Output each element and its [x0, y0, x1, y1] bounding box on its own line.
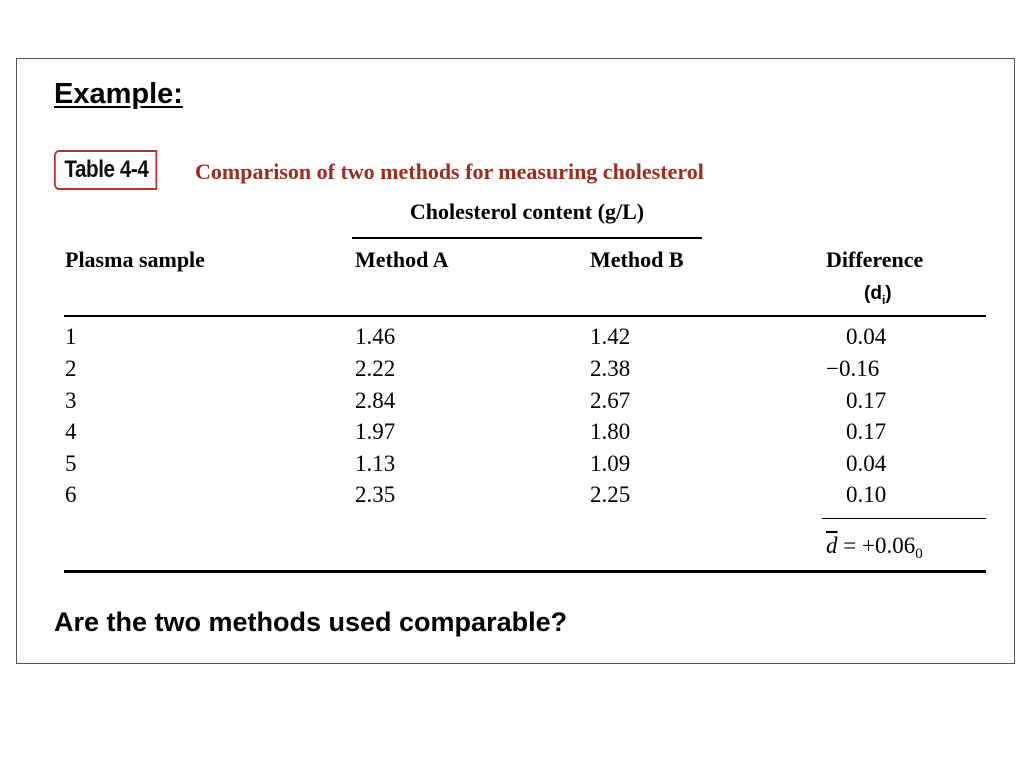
- difference-cell: 0.10: [846, 482, 887, 507]
- group-header: Cholesterol content (g/L): [409, 199, 645, 224]
- method-a-cell: 2.22: [355, 356, 396, 381]
- difference-cell: 0.17: [846, 419, 887, 444]
- sample-cell: 3: [65, 388, 77, 413]
- difference-sub-index: i: [881, 292, 886, 307]
- table-row: [0, 482, 1024, 514]
- sample-cell: 1: [65, 324, 77, 349]
- method-b-cell: 1.09: [590, 451, 631, 476]
- method-b-cell: 1.42: [590, 324, 631, 349]
- method-a-cell: 1.46: [355, 324, 396, 349]
- method-b-cell: 1.80: [590, 419, 631, 444]
- table-row: [0, 356, 1024, 388]
- sample-cell: 4: [65, 419, 77, 444]
- sample-cell: 6: [65, 482, 77, 507]
- group-header-rule: [352, 237, 702, 239]
- table-bottom-rule: [64, 570, 986, 573]
- difference-sub-open: (d: [864, 283, 882, 304]
- mean-value: +0.06: [861, 533, 916, 558]
- column-header-method-b: Method B: [590, 247, 684, 272]
- difference-cell: 0.04: [846, 324, 887, 349]
- sample-cell: 2: [65, 356, 77, 381]
- question-text: Are the two methods used comparable?: [54, 607, 568, 637]
- sample-cell: 5: [65, 451, 77, 476]
- method-a-cell: 1.13: [355, 451, 396, 476]
- table-row: [0, 324, 1024, 356]
- method-a-cell: 2.35: [355, 482, 396, 507]
- method-b-cell: 2.38: [590, 356, 631, 381]
- column-header-difference: Difference: [826, 247, 924, 272]
- table-row: [0, 419, 1024, 451]
- difference-cell: 0.17: [846, 388, 887, 413]
- difference-subheader: [864, 283, 892, 307]
- method-a-cell: 2.84: [355, 388, 396, 413]
- method-a-cell: 1.97: [355, 419, 396, 444]
- mean-equals: =: [843, 533, 857, 558]
- column-header-sample: Plasma sample: [65, 247, 205, 272]
- table-label: Table 4-4: [54, 150, 157, 190]
- difference-cell: −0.16: [826, 356, 880, 381]
- mean-subscript-digit: 0: [915, 546, 923, 562]
- difference-sub-close: ): [885, 283, 892, 304]
- method-b-cell: 2.67: [590, 388, 631, 413]
- table-row: [0, 451, 1024, 483]
- mean-symbol: $\overline{d}$: [826, 533, 838, 558]
- header-rule: [64, 315, 986, 317]
- example-heading: Example:: [54, 78, 183, 110]
- method-b-cell: 2.25: [590, 482, 631, 507]
- mean-difference: [826, 533, 923, 563]
- difference-cell: 0.04: [846, 451, 887, 476]
- column-header-method-a: Method A: [355, 247, 449, 272]
- mean-rule: [822, 518, 986, 519]
- table-caption: Comparison of two methods for measuring cholesterol: [195, 159, 704, 184]
- table-row: [0, 388, 1024, 420]
